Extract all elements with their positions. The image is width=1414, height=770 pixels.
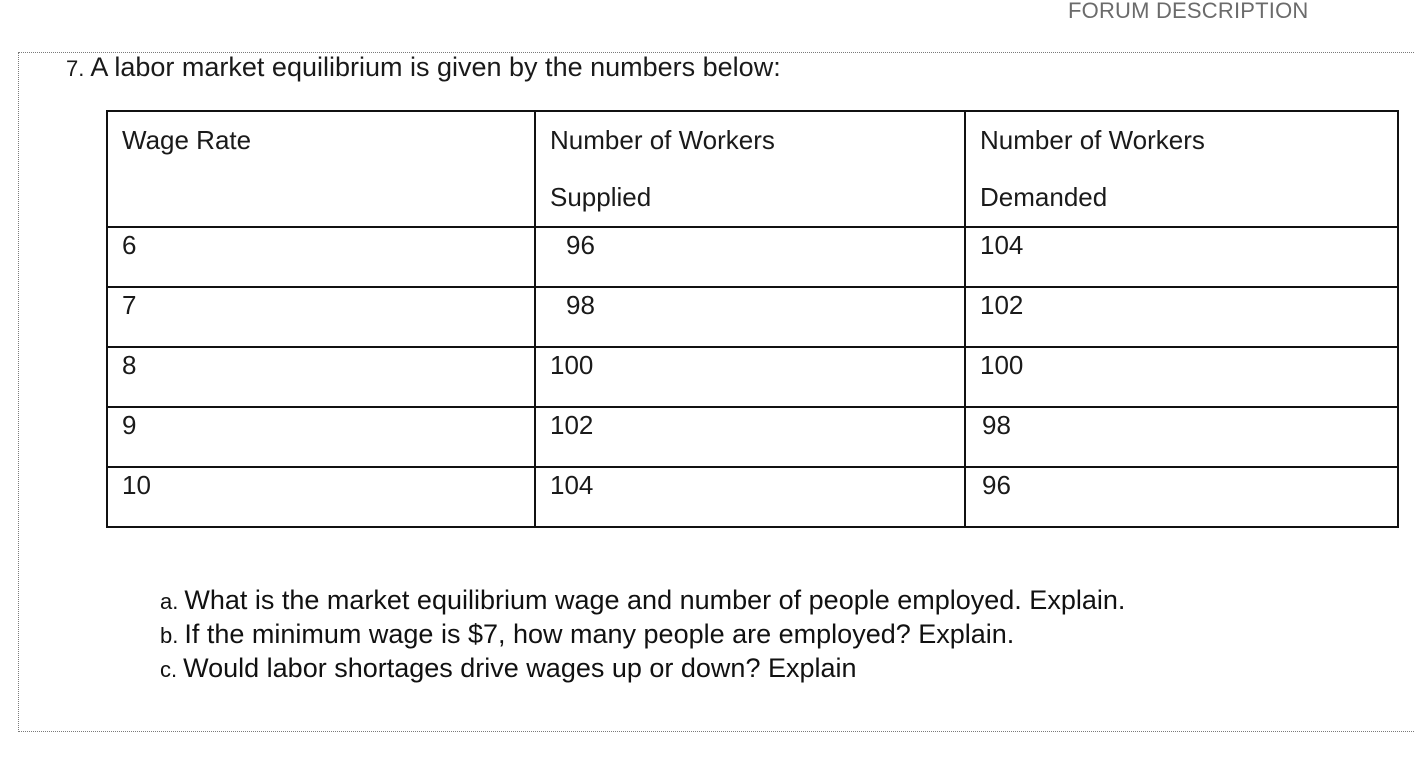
header-workers-demanded [965,111,1398,227]
subquestion-text: If the minimum wage is $7, how many people are employed? Explain. [184,619,1015,649]
wage-cell: 9 [107,407,535,467]
subquestion-letter: c. [160,657,178,682]
header-label-line2: Supplied [550,182,652,212]
demanded-cell: 98 [965,407,1398,467]
labor-market-table [106,110,1399,528]
header-label-line2: Demanded [980,182,1108,212]
demanded-cell: 100 [965,347,1398,407]
header-wage-rate [107,111,535,227]
subquestion-text: Would labor shortages drive wages up or down? Explain [183,653,857,683]
supplied-cell: 104 [535,467,965,527]
question-heading [66,52,781,83]
wage-cell: 7 [107,287,535,347]
table-header-row [107,111,1398,227]
subquestion-item [160,652,1125,686]
question-number: 7. [66,56,85,81]
demanded-cell: 96 [965,467,1398,527]
subquestion-letter: b. [160,623,179,648]
table-row [107,407,1398,467]
supplied-cell: 98 [535,287,965,347]
question-text: A labor market equilibrium is given by the numbers below: [90,52,781,82]
supplied-cell: 100 [535,347,965,407]
table-row [107,347,1398,407]
demanded-cell: 102 [965,287,1398,347]
forum-description-label: FORUM DESCRIPTION [1068,0,1309,23]
header-label: Wage Rate [122,125,252,155]
header-label: Number of Workers [550,125,775,155]
subquestion-item [160,584,1125,618]
subquestion-list [160,584,1125,686]
header-workers-supplied [535,111,965,227]
wage-cell: 6 [107,227,535,287]
wage-cell: 8 [107,347,535,407]
supplied-cell: 96 [535,227,965,287]
demanded-cell: 104 [965,227,1398,287]
table-row [107,227,1398,287]
subquestion-item [160,618,1125,652]
subquestion-letter: a. [160,589,179,614]
wage-cell: 10 [107,467,535,527]
subquestion-text: What is the market equilibrium wage and number of people employed. Explain. [184,585,1126,615]
supplied-cell: 102 [535,407,965,467]
header-label: Number of Workers [980,125,1205,155]
table-row [107,287,1398,347]
table-row [107,467,1398,527]
